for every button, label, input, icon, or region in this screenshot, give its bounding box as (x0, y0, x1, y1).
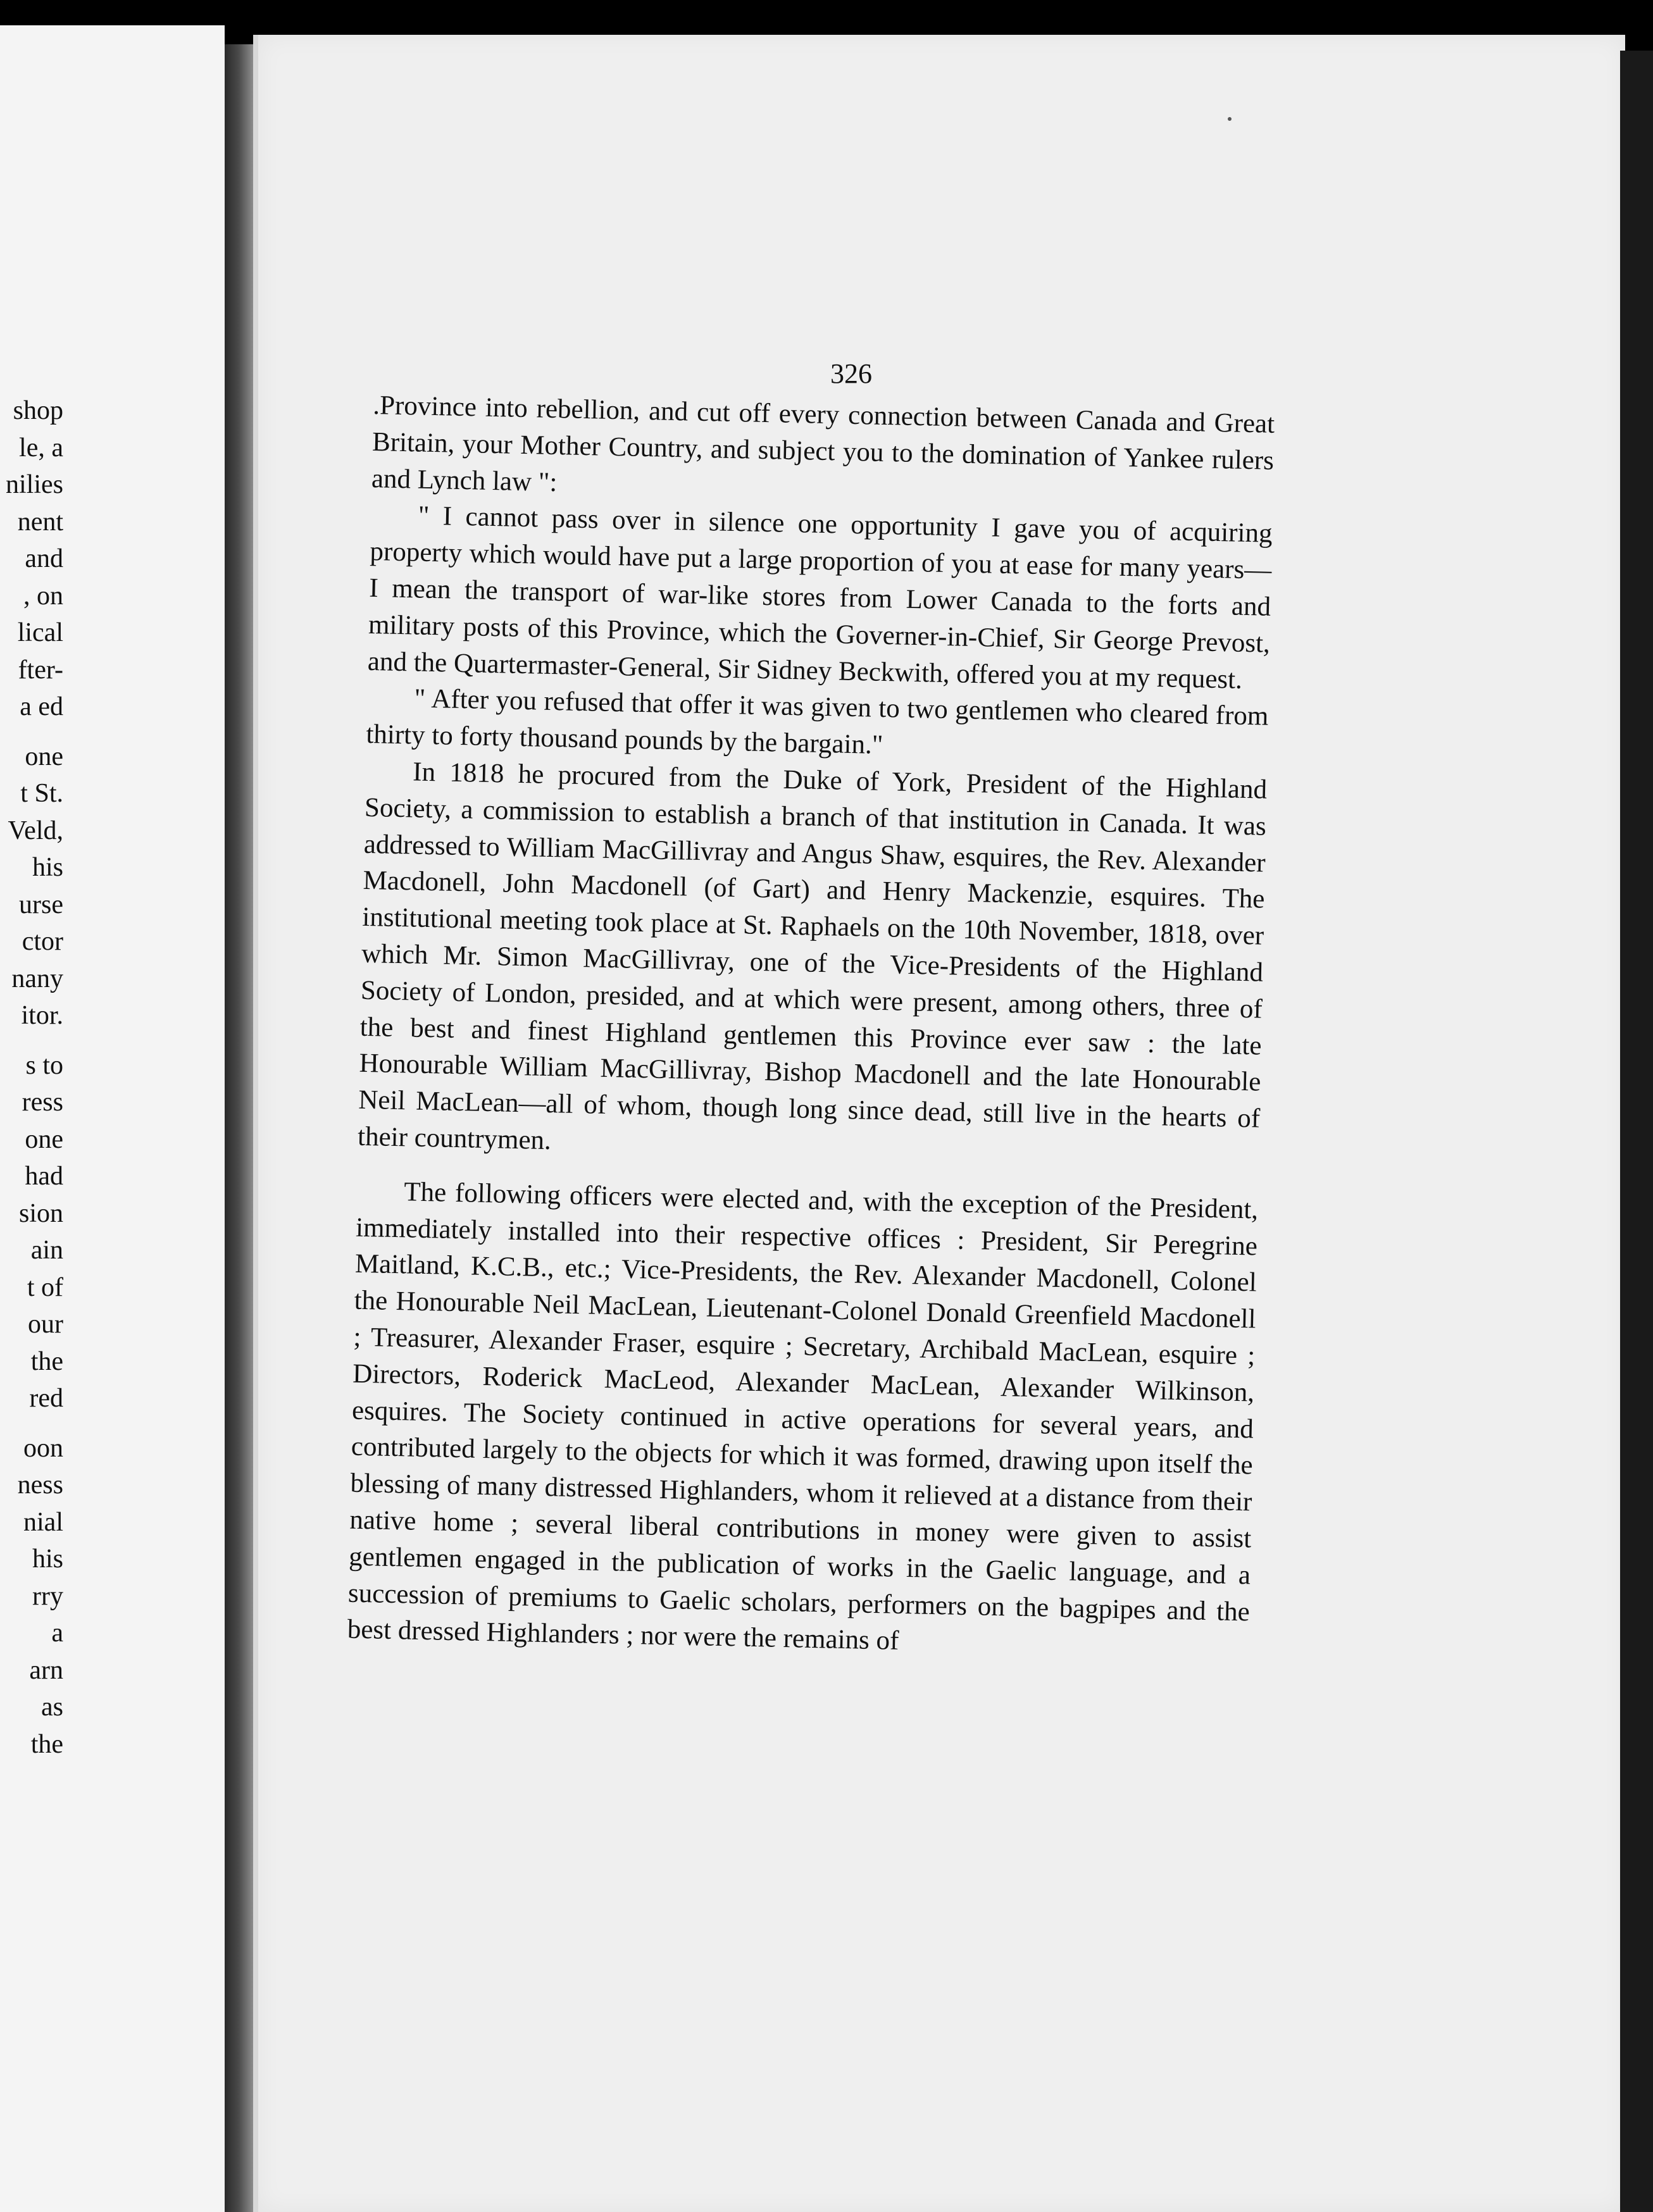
fragment-line: his (32, 853, 63, 882)
page-edge (1620, 51, 1653, 2212)
previous-page (0, 25, 225, 2212)
fragment-line: ctor (22, 927, 63, 956)
paragraph: .Province into rebellion, and cut off every connection between Canada and Great Britain, your Mother Country, and subject you to the domination of Yankee rulers and Lynch law ": (371, 390, 1275, 497)
fragment-line: had (25, 1162, 63, 1191)
fragment-line: our (28, 1310, 63, 1339)
fragment-line: nany (11, 964, 63, 993)
fragment-line: nilies (6, 470, 63, 499)
fragment-line: the (30, 1346, 63, 1376)
fragment-line: and (25, 544, 63, 573)
fragment-line: as (41, 1693, 63, 1722)
fragment-line: sion (18, 1198, 63, 1228)
fragment-line: , on (23, 581, 63, 611)
paragraph: In 1818 he procured from the Duke of York, President of the Highland Society, a commission to establish a branch of that institution in Canada. It was addressed to William MacGillivray and Angus Shaw, esquires, the Rev. Alexander Macdonell, John Macdonell (of Gart) and Henry Mackenzie, esquires. The institutional meeting took place at St. Raphaels on the 10th November, 1818, over which Mr. Simon MacGillivray, one of the Vice-Presidents of the Highland Society of London, presided, and at which were present, among others, three of the best and finest Highland gentlemen this Province ever saw : the late Honourable William MacGillivray, Bishop Macdonell and the late Honourable Neil MacLean—all of whom, though long since dead, still live in the hearts of their countrymen. (357, 757, 1268, 1156)
fragment-line: urse (19, 890, 63, 919)
fragment-line: a ed (20, 692, 63, 721)
fragment-line: ain (30, 1236, 63, 1265)
fragment-line: le, a (19, 433, 63, 463)
fragment-line: the (30, 1729, 63, 1759)
paragraph: The following officers were elected and, with the exception of the President, immediately installed into their respective offices : President, Sir Peregrine Maitland, K.C.B., etc.; Vice-Presidents, the Rev. Alexander Macdonell, Colonel the Honourable Neil MacLean, Lieutenant-Colonel Donald Greenfield Macdonell ; Treasurer, Alexander Fraser, esquire ; Secretary, Archibald MacLean, esquire ; Directors, Roderick MacLeod, Alexander MacLean, Alexander Wilkinson, esquires. The Society continued in active operations for several years, and contributed largely to the objects for which it was formed, drawing upon itself the blessing of many distressed Highlanders, whom it relieved at a distance from their native home ; several liberal contributions in money were given to assist gentlemen engaged in the publication of works in the Gaelic language, and a succession of premiums to Gaelic scholars, performers on the bagpipes and the best dressed Highlanders ; nor were the remains of (347, 1177, 1259, 1656)
fragment-line: t of (27, 1272, 63, 1302)
fragment-line: rry (32, 1581, 63, 1611)
fragment-line: oon (23, 1433, 63, 1463)
fragment-line: fter- (18, 655, 63, 685)
fragment-line: his (32, 1544, 63, 1574)
fragment-line: ness (17, 1470, 63, 1500)
fragment-gap (0, 1035, 63, 1047)
fragment-line: itor. (21, 1001, 63, 1030)
fragment-line: t St. (20, 779, 63, 808)
fragment-line: ress (22, 1088, 63, 1117)
fragment-line: nial (23, 1507, 63, 1537)
paragraph: " I cannot pass over in silence one opportunity I gave you of acquiring property which would have put a large proportion of you at ease for many years—I mean the transport of war-like stores from Lower Canada to the forts and military posts of this Province, which the Governer-in-Chief, Sir George Prevost, and the Quartermaster-General, Sir Sidney Beckwith, offered you at my request. (367, 500, 1273, 695)
fragment-gap (0, 726, 63, 738)
paragraph: " After you refused that offer it was given to two gentlemen who cleared from thirty to forty thousand pounds by the bargain." (366, 683, 1269, 761)
previous-page-text (0, 392, 63, 1763)
fragment-gap (0, 1417, 63, 1430)
fragment-line: a (51, 1619, 63, 1648)
fragment-line: red (29, 1384, 63, 1413)
page-number: 326 (830, 358, 872, 389)
fragment-line: shop (13, 396, 63, 425)
fragment-line: lical (17, 618, 63, 647)
fragment-line: one (25, 1124, 63, 1154)
fragment-line: s to (25, 1050, 63, 1080)
fragment-line: arn (29, 1655, 63, 1685)
page-body (347, 387, 1275, 1667)
fragment-line: Veld, (8, 816, 63, 845)
fragment-line: one (25, 742, 63, 771)
dust-speck (1228, 117, 1232, 121)
fragment-line: nent (17, 507, 63, 537)
